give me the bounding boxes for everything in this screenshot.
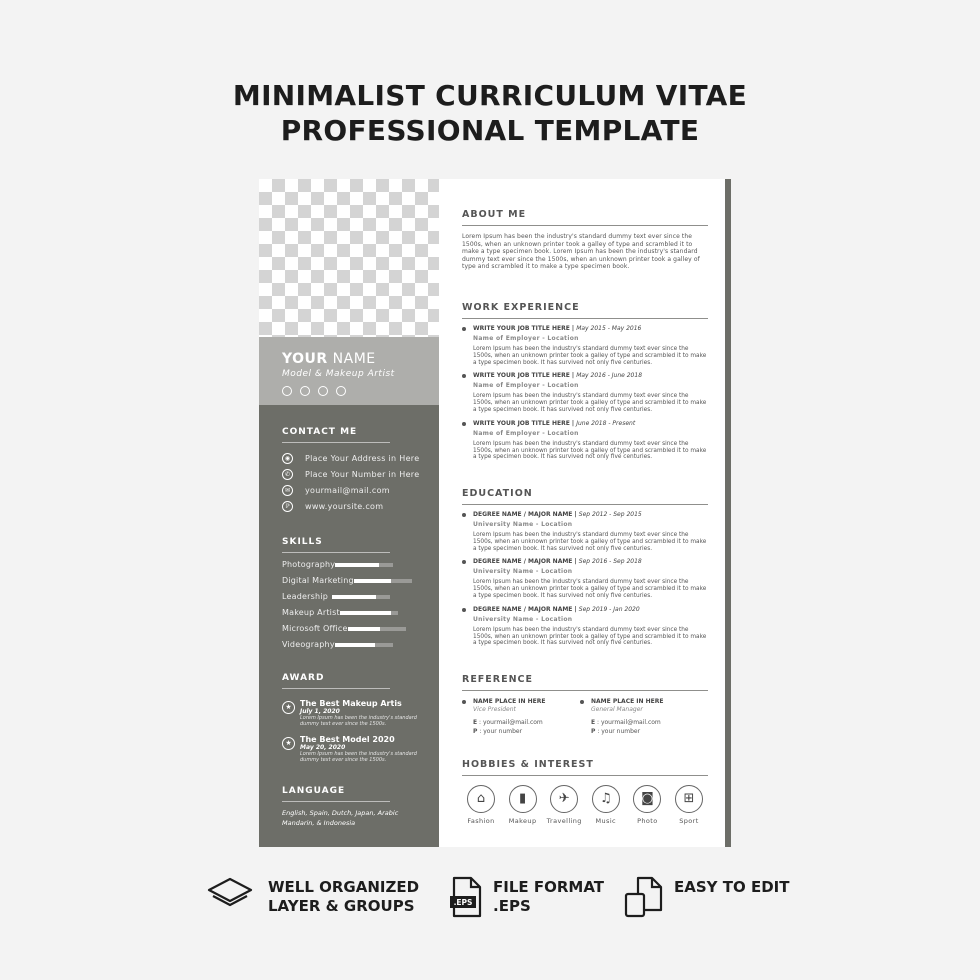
work-entry <box>462 325 708 366</box>
skills-section <box>282 537 390 650</box>
education-title: EDUCATION <box>462 488 708 505</box>
feature-easy-edit <box>624 876 789 918</box>
hobbies-title: HOBBIES & INTEREST <box>462 759 708 776</box>
social-circle-icon[interactable] <box>336 386 346 396</box>
camera-icon: ◙ <box>633 785 661 813</box>
job-employer: Name of Employer - Location <box>473 382 579 390</box>
skill-name: Videography <box>282 640 335 649</box>
feature-layers <box>206 876 419 916</box>
reference-phone: P : your number <box>473 728 523 735</box>
education-section <box>462 488 708 647</box>
degree-date: Sep 2012 - Sep 2015 <box>578 511 642 518</box>
award-title: AWARD <box>282 673 390 689</box>
skill-row <box>282 575 390 586</box>
work-entry <box>462 372 708 413</box>
job-date: May 2015 - May 2016 <box>576 325 642 332</box>
reference-item <box>580 698 698 735</box>
language-list: English, Spain, Dutch, Japan, Arabic Mandarin, & Indonesia <box>282 809 399 827</box>
reference-section <box>462 674 708 735</box>
reference-name: NAME PLACE IN HERE <box>473 698 546 705</box>
cv-document <box>259 179 731 847</box>
degree-desc: Lorem Ipsum has been the industry's standard dummy text ever since the 1500s, when an unknown printer took a galley of type and scrambled it to make a type specimen book. It has survived not only five centuries. <box>473 532 707 552</box>
job-title: WRITE YOUR JOB TITLE HERE | May 2016 - June 2018 <box>473 372 643 380</box>
hobby-item <box>587 785 625 825</box>
layers-icon <box>206 876 254 910</box>
social-circle-icon[interactable] <box>282 386 292 396</box>
skills-list <box>282 559 390 650</box>
eps-badge: .EPS <box>453 898 473 907</box>
award-item <box>282 699 417 727</box>
skill-name: Makeup Artist <box>282 608 340 617</box>
feature-file-format <box>449 876 604 918</box>
about-section <box>462 209 708 271</box>
heading-line-1: MINIMALIST CURRICULUM VITAE <box>232 79 748 112</box>
job-title: WRITE YOUR JOB TITLE HERE | May 2015 - May 2016 <box>473 325 642 332</box>
skill-bar <box>332 595 390 599</box>
job-employer: Name of Employer - Location <box>473 429 579 437</box>
dumbbell-icon: ⊞ <box>675 785 703 813</box>
feature-format-line2: .EPS <box>493 897 531 915</box>
degree-title: DEGREE NAME / MAJOR NAME | Sep 2012 - Sep 2015 <box>473 511 642 518</box>
degree-desc: Lorem Ipsum has been the industry's standard dummy text ever since the 1500s, when an unknown printer took a galley of type and scrambled it to make a type specimen book. It has survived not only five centuries. <box>473 579 707 599</box>
name-last: NAME <box>332 351 376 367</box>
feature-layers-line1: WELL ORGANIZED <box>268 878 420 896</box>
job-date: May 2016 - June 2018 <box>576 372 643 380</box>
music-note-icon: ♫ <box>592 785 620 813</box>
profile-name <box>282 351 376 367</box>
award-medal-icon: ★ <box>282 701 295 714</box>
page-heading <box>0 78 980 148</box>
contact-item <box>282 453 420 464</box>
award-name: The Best Model 2020 <box>300 735 395 744</box>
skills-title: SKILLS <box>282 537 390 553</box>
contact-address: Place Your Address in Here <box>305 454 420 463</box>
award-desc: Lorem Ipsum has been the industry's standard dummy text ever since the 1500s. <box>300 751 417 763</box>
social-dots <box>282 386 346 396</box>
degree-title: DEGREE NAME / MAJOR NAME | Sep 2019 - Jan 2020 <box>473 605 640 613</box>
reference-title: REFERENCE <box>462 674 708 691</box>
skill-bar <box>354 579 412 583</box>
job-desc: Lorem Ipsum has been the industry's standard dummy text ever since the 1500s, when an unknown printer took a galley of type and scrambled it to make a type specimen book. It has survived not only five centuries. <box>473 346 707 366</box>
job-desc: Lorem Ipsum has been the industry's standard dummy text ever since the 1500s, when an unknown printer took a galley of type and scrambled it to make a type specimen book. It has survived not only five centuries. <box>473 440 707 461</box>
hobby-item <box>545 785 583 825</box>
skill-row <box>282 623 390 634</box>
job-date: June 2018 - Present <box>576 419 636 427</box>
contact-section <box>282 427 420 512</box>
profile-role: Model & Makeup Artist <box>282 369 395 379</box>
education-entry <box>462 558 708 599</box>
university: University Name - Location <box>473 521 573 528</box>
language-title: LANGUAGE <box>282 786 390 802</box>
feature-layers-line2: LAYER & GROUPS <box>268 897 415 915</box>
hobby-label: Music <box>595 817 617 825</box>
reference-email: E : yourmail@mail.com <box>591 719 661 726</box>
job-desc: Lorem Ipsum has been the industry's standard dummy text ever since the 1500s, when an unknown printer took a galley of type and scrambled it to make a type specimen book. It has survived not only five centuries. <box>473 393 707 413</box>
feature-edit-line1: EASY TO EDIT <box>674 878 790 896</box>
hobby-item <box>628 785 666 825</box>
about-text: Lorem Ipsum has been the industry's standard dummy text ever since the 1500s, when an unknown printer took a galley of type and scrambled it to make a type specimen book. Lorem Ipsum has been the industry's standard dummy text ever since the 1500s, when an unknown printer took a galley of type and scrambled it to make a type specimen book. <box>462 233 700 271</box>
reference-item <box>462 698 580 735</box>
skill-row <box>282 591 390 602</box>
work-section <box>462 302 708 461</box>
hobbies-section <box>462 759 708 825</box>
contact-email: yourmail@mail.com <box>305 486 390 495</box>
feature-format-line1: FILE FORMAT <box>493 878 605 896</box>
skill-name: Microsoft Office <box>282 624 348 633</box>
hobby-item <box>504 785 542 825</box>
eps-file-icon <box>449 876 483 918</box>
phone-icon: ✆ <box>282 469 293 480</box>
contact-phone: Place Your Number in Here <box>305 470 420 479</box>
about-title: ABOUT ME <box>462 209 708 226</box>
hobby-label: Photo <box>637 817 658 825</box>
contact-item <box>282 501 390 512</box>
social-circle-icon[interactable] <box>318 386 328 396</box>
web-icon: ℙ <box>282 501 293 512</box>
skill-row <box>282 639 390 650</box>
hobby-item <box>462 785 500 825</box>
education-entry <box>462 511 708 552</box>
heading-line-2: PROFESSIONAL TEMPLATE <box>280 114 700 147</box>
hobby-label: Travelling <box>546 817 582 825</box>
features-row <box>0 876 980 926</box>
award-date: May 20, 2020 <box>300 744 346 751</box>
university: University Name - Location <box>473 615 573 623</box>
award-section <box>282 673 417 763</box>
skill-bar <box>335 563 393 567</box>
skill-row <box>282 607 390 618</box>
skill-name: Photography <box>282 560 336 569</box>
degree-date: Sep 2016 - Sep 2018 <box>578 558 642 566</box>
work-entry <box>462 420 708 461</box>
job-employer: Name of Employer - Location <box>473 335 579 342</box>
award-date: July 1, 2020 <box>300 708 340 715</box>
university: University Name - Location <box>473 568 573 576</box>
degree-title: DEGREE NAME / MAJOR NAME | Sep 2016 - Sep 2018 <box>473 558 642 566</box>
contact-title: CONTACT ME <box>282 427 390 443</box>
work-title: WORK EXPERIENCE <box>462 302 708 319</box>
mail-icon: ✉ <box>282 485 293 496</box>
social-circle-icon[interactable] <box>300 386 310 396</box>
reference-email: E : yourmail@mail.com <box>473 719 543 726</box>
language-section <box>282 786 399 828</box>
award-medal-icon: ★ <box>282 737 295 750</box>
location-icon: ◉ <box>282 453 293 464</box>
skill-name: Digital Marketing <box>282 576 354 585</box>
name-first: YOUR <box>282 351 328 367</box>
award-desc: Lorem Ipsum has been the industry's standard dummy text ever since the 1500s. <box>300 715 417 727</box>
contact-item <box>282 485 390 496</box>
edit-document-icon <box>624 876 664 918</box>
hobby-label: Makeup <box>508 817 537 825</box>
airplane-icon: ✈ <box>550 785 578 813</box>
photo-placeholder[interactable] <box>259 179 439 337</box>
degree-date: Sep 2019 - Jan 2020 <box>578 605 640 613</box>
skill-name: Leadership <box>282 592 328 601</box>
contact-item <box>282 469 420 480</box>
skill-bar <box>335 643 393 647</box>
hobby-label: Sport <box>679 817 699 825</box>
contact-website: www.yoursite.com <box>305 502 384 511</box>
reference-phone: P : your number <box>591 728 641 735</box>
reference-name: NAME PLACE IN HERE <box>591 698 664 705</box>
reference-position: Vice President <box>473 706 516 713</box>
hobby-label: Fashion <box>467 817 495 825</box>
right-accent-bar <box>725 179 731 847</box>
skill-row <box>282 559 390 570</box>
skill-bar <box>348 627 406 631</box>
award-name: The Best Makeup Artis <box>300 699 402 708</box>
job-title: WRITE YOUR JOB TITLE HERE | June 2018 - Present <box>473 419 636 427</box>
skill-bar <box>340 611 398 615</box>
hobby-item <box>670 785 708 825</box>
lipstick-icon: ▮ <box>509 785 537 813</box>
education-entry <box>462 606 708 647</box>
reference-position: General Manager <box>591 706 643 713</box>
hanger-icon: ⌂ <box>467 785 495 813</box>
degree-desc: Lorem Ipsum has been the industry's standard dummy text ever since the 1500s, when an unknown printer took a galley of type and scrambled it to make a type specimen book. It has survived not only five centuries. <box>473 626 707 647</box>
award-item <box>282 735 417 763</box>
